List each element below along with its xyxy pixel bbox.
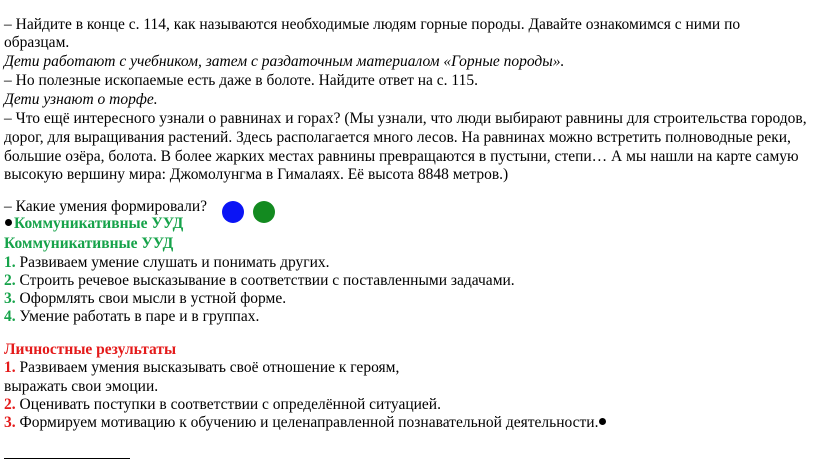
item-number: 2. <box>4 396 16 413</box>
communicative-item-4 <box>4 308 259 326</box>
personal-item-1 <box>4 359 399 377</box>
blue-circle <box>222 201 244 223</box>
personal-item-3 <box>4 414 608 432</box>
bullet-dot-icon <box>599 418 606 425</box>
item-text: Строить речевое высказывание в соответствии с поставленными задачами. <box>15 272 515 289</box>
item-number: 4. <box>4 308 16 325</box>
personal-item-1-cont: выражать свои эмоции. <box>4 378 159 395</box>
footnote-rule <box>4 458 130 459</box>
communicative-heading-overlap: Коммуникативные УУД <box>4 215 183 233</box>
intro-line-2: образцам. <box>4 34 70 51</box>
intro-line-5: Дети узнают о торфе. <box>4 91 158 108</box>
communicative-item-3 <box>4 290 286 308</box>
intro-line-9: высокую вершину мира: Джомолунгма в Гималаях. Её высота 8848 метров.) <box>4 166 509 183</box>
item-number: 3. <box>4 290 16 307</box>
item-number: 1. <box>4 359 16 376</box>
communicative-item-1 <box>4 254 330 272</box>
intro-line-7: дорог, для выращивания растений. Здесь располагается много лесов. На равнинах можно встретить полноводные реки, <box>4 129 791 146</box>
intro-line-4: – Но полезные ископаемые есть даже в болоте. Найдите ответ на с. 115. <box>4 72 478 89</box>
item-text: Формируем мотивацию к обучению и целенаправленной познавательной деятельности. <box>15 414 599 431</box>
item-number: 1. <box>4 254 16 271</box>
item-number: 2. <box>4 272 16 289</box>
question-line: – Какие умения формировали? <box>4 198 207 215</box>
personal-item-2 <box>4 396 441 414</box>
intro-line-6: – Что ещё интересного узнали о равнинах и горах? (Мы узнали, что люди выбирают равнины для строительства городов, <box>4 110 807 127</box>
communicative-heading: Коммуникативные УУД <box>4 235 174 252</box>
item-text: Оценивать поступки в соответствии с определённой ситуацией. <box>15 396 441 413</box>
intro-line-8: большие озёра, болота. В более жарких местах равнины превращаются в пустыни, степи… А мы нашли на карте самую <box>4 148 799 165</box>
item-number: 3. <box>4 414 16 431</box>
item-text: Умение работать в паре и в группах. <box>15 308 260 325</box>
green-circle <box>253 201 275 223</box>
personal-heading: Личностные результаты <box>4 341 177 358</box>
intro-line-3: Дети работают с учебником, затем с раздаточным материалом «Горные породы». <box>4 53 565 70</box>
item-text: Развиваем умение слушать и понимать других. <box>15 254 330 271</box>
intro-line-1: – Найдите в конце с. 114, как называются необходимые людям горные породы. Давайте ознакомимся с ними по <box>4 16 741 33</box>
communicative-item-2 <box>4 272 515 290</box>
item-text: Развиваем умения высказывать своё отношение к героям, <box>15 359 400 376</box>
item-text: Оформлять свои мысли в устной форме. <box>15 290 287 307</box>
bullet-dot-icon <box>5 219 12 226</box>
